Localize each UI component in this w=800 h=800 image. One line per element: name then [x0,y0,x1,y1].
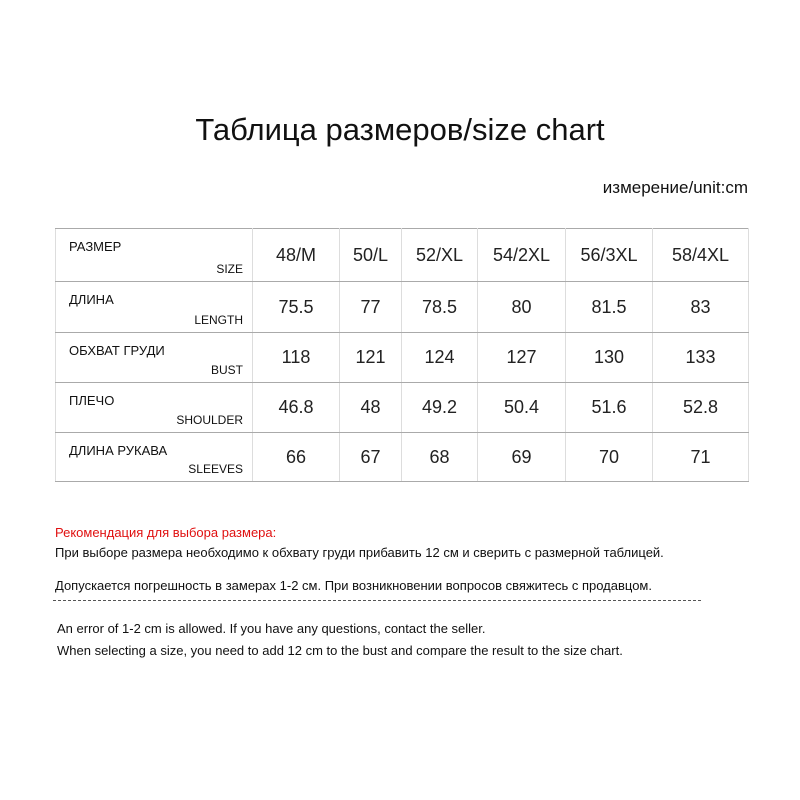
row-label-ru: ДЛИНА РУКАВА [69,443,168,458]
table-cell: 48/M [253,229,340,282]
row-label-en: BUST [210,363,243,377]
table-cell: 58/4XL [653,229,749,282]
table-cell: 130 [566,333,653,383]
row-label [56,433,253,482]
page-title: Таблица размеров/size chart [195,112,605,147]
table-row [56,333,749,383]
table-cell: 133 [653,333,749,383]
size-table [55,228,749,482]
table-cell: 56/3XL [566,229,653,282]
table-cell: 54/2XL [478,229,566,282]
table-cell: 81.5 [566,282,653,333]
row-label [56,383,253,433]
tolerance-text-en: An error of 1-2 cm is allowed. If you have any questions, contact the seller. [57,621,486,636]
tolerance-text-ru: Допускается погрешность в замерах 1-2 см. При возникновении вопросов свяжитесь с продавцом. [55,578,652,593]
table-row [56,433,749,482]
table-cell: 50/L [340,229,402,282]
table-cell: 67 [340,433,402,482]
recommendation-text-en: When selecting a size, you need to add 12 cm to the bust and compare the result to the size chart. [57,643,623,658]
unit-label: измерение/unit:cm [602,178,748,197]
row-label [56,282,253,333]
row-label-en: LENGTH [194,313,243,327]
table-row [56,383,749,433]
table-row [56,229,749,282]
row-label-en: SHOULDER [176,413,243,427]
table-cell: 83 [653,282,749,333]
table-cell: 52.8 [653,383,749,433]
table-cell: 118 [253,333,340,383]
table-cell: 75.5 [253,282,340,333]
table-cell: 46.8 [253,383,340,433]
recommendation-title: Рекомендация для выбора размера: [55,525,277,540]
table-cell: 80 [478,282,566,333]
table-cell: 68 [402,433,478,482]
table-cell: 70 [566,433,653,482]
table-cell: 52/XL [402,229,478,282]
row-label-ru: ПЛЕЧО [69,393,115,408]
table-cell: 51.6 [566,383,653,433]
table-cell: 49.2 [402,383,478,433]
recommendation-text-ru: При выборе размера необходимо к обхвату груди прибавить 12 см и сверить с размерной таблицей. [55,545,664,560]
row-label-ru: РАЗМЕР [69,239,122,254]
table-cell: 50.4 [478,383,566,433]
row-label-en: SIZE [216,262,243,276]
table-cell: 124 [402,333,478,383]
table-cell: 71 [653,433,749,482]
table-cell: 127 [478,333,566,383]
table-cell: 121 [340,333,402,383]
table-cell: 69 [478,433,566,482]
table-cell: 66 [253,433,340,482]
table-cell: 77 [340,282,402,333]
table-cell: 48 [340,383,402,433]
table-row [56,282,749,333]
row-label [56,229,253,282]
table-cell: 78.5 [402,282,478,333]
row-label-ru: ОБХВАТ ГРУДИ [69,343,165,358]
row-label-ru: ДЛИНА [69,292,114,307]
row-label-en: SLEEVES [188,462,243,476]
dashed-divider [53,600,701,601]
row-label [56,333,253,383]
